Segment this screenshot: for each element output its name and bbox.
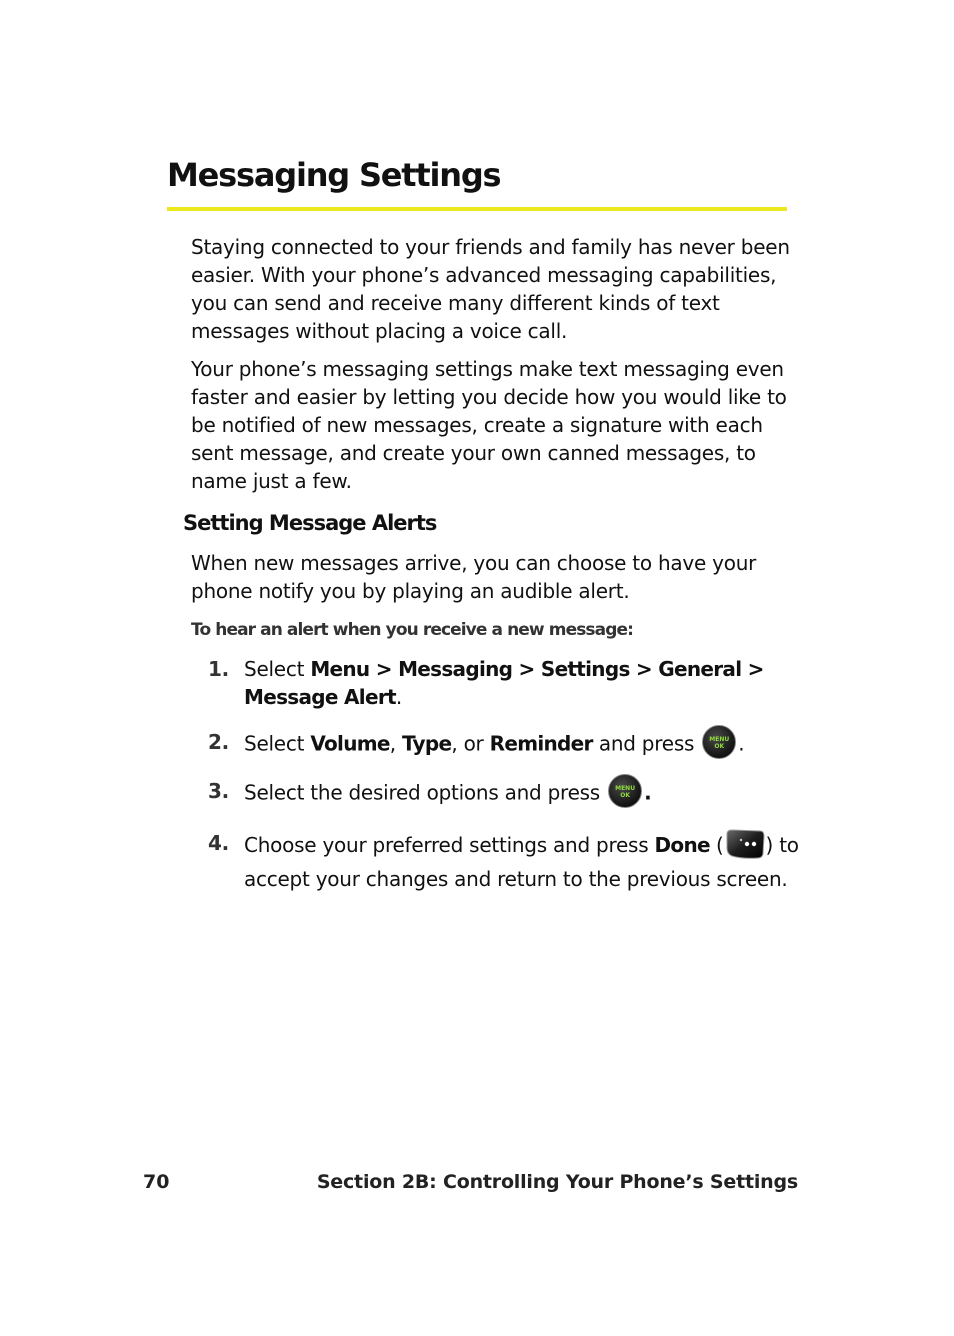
section-body: When new messages arrive, you can choose to have your phone notify you by playing an audible alert. <box>191 551 757 603</box>
menu-path-item: Messaging <box>398 657 513 681</box>
menu-path-item: Menu <box>310 657 370 681</box>
page-number: 70 <box>143 1171 170 1193</box>
step-text: Select Menu > Messaging > Settings > General > Message Alert. <box>244 657 764 709</box>
section-heading: Setting Message Alerts <box>183 511 437 535</box>
step-number: 1. <box>208 657 230 681</box>
page-title: Messaging Settings <box>167 156 501 194</box>
menu-path-item: Settings <box>540 657 630 681</box>
step-text: Select the desired options and press MENU OK . <box>244 777 799 811</box>
title-underline <box>167 207 787 211</box>
menu-path-item: General <box>658 657 742 681</box>
intro-paragraph-2: Your phone’s messaging settings make text messaging even faster and easier by letting you decide how you would like to be notified of new messages, create a signature with each sent message, and create your own canned messages, to name just a few. <box>191 357 787 493</box>
step-number: 4. <box>208 831 230 855</box>
left-softkey-icon <box>724 828 766 860</box>
menu-path-item: Message Alert <box>244 685 396 709</box>
step-text: Select Volume, Type, or Reminder and press MENU OK . <box>244 728 799 762</box>
intro-paragraph-1: Staying connected to your friends and family has never been easier. With your phone’s advanced messaging capabilities, you can send and receive many different kinds of text messages without placing a voice call. <box>191 235 790 343</box>
step-number: 2. <box>208 730 230 754</box>
menu-ok-key-icon: MENU OK <box>702 725 736 759</box>
step-number: 3. <box>208 779 230 803</box>
menu-ok-key-icon: MENU OK <box>608 774 642 808</box>
step-text: Choose your preferred settings and press Done ( ) to accept your changes and return to the previous screen. <box>244 829 799 895</box>
section-footer: Section 2B: Controlling Your Phone’s Settings <box>316 1171 798 1193</box>
procedure-lead: To hear an alert when you receive a new message: <box>191 620 634 640</box>
